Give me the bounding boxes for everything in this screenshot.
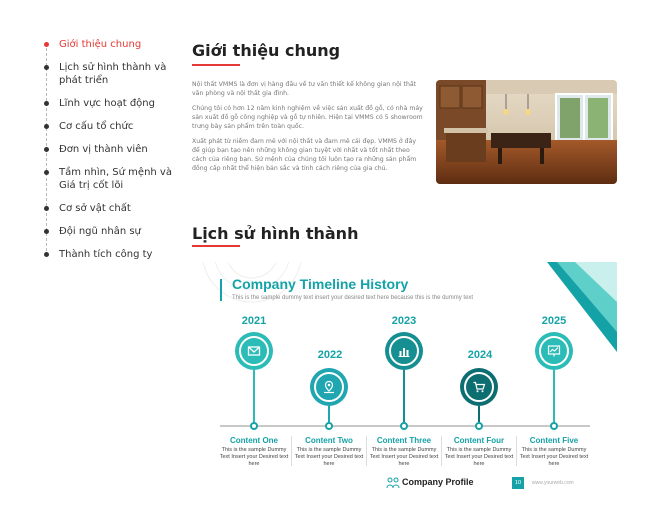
nav-dot xyxy=(44,229,49,234)
sidebar-item-don-vi[interactable] xyxy=(40,143,180,156)
milestone-desc: This is the sample Dummy Text Insert your Desired text here xyxy=(294,447,364,467)
milestone-stem xyxy=(403,370,405,422)
milestone-title: Content Two xyxy=(305,436,353,445)
timeline-node xyxy=(400,422,408,430)
year-label: 2025 xyxy=(541,315,567,327)
title-underline xyxy=(192,245,240,247)
sidebar-item-label: Đơn vị thành viên xyxy=(59,144,148,155)
milestone-desc: This is the sample Dummy Text Insert your Desired text here xyxy=(444,447,514,467)
timeline-node xyxy=(250,422,258,430)
people-icon xyxy=(386,477,400,489)
sidebar-nav xyxy=(40,38,180,261)
nav-dot xyxy=(44,252,49,257)
sidebar-item-lich-su[interactable] xyxy=(40,61,180,87)
nav-dot xyxy=(44,206,49,211)
map-icon xyxy=(322,380,336,394)
year-label: 2023 xyxy=(391,315,417,327)
intro-paragraph: Chúng tôi có hơn 12 năm kinh nghiệm về việc sản xuất đồ gỗ, có nhà máy sản xuất đồ gỗ công nghiệp và gỗ tự nhiên. Hiện tại VMMS có 5 showroom trưng bày sản phẩm trên toàn quốc. xyxy=(192,105,423,130)
milestone-stem xyxy=(253,370,255,422)
page-number: 10 xyxy=(512,477,524,489)
kitchen-image xyxy=(436,80,617,184)
sidebar-item-label: Cơ cấu tổ chức xyxy=(59,121,134,132)
milestone-ring xyxy=(235,332,273,370)
sidebar-item-thanh-tich[interactable] xyxy=(40,248,180,261)
column-divider xyxy=(291,436,292,466)
sidebar-item-co-so[interactable] xyxy=(40,202,180,215)
intro-paragraph: Nội thất VMMS là đơn vị hàng đầu về tư vấn thiết kế không gian nội thất văn phòng và nội thất gia đình. xyxy=(192,81,417,97)
column-divider xyxy=(441,436,442,466)
milestone-desc: This is the sample Dummy Text Insert your Desired text here xyxy=(519,447,589,467)
year-label: 2022 xyxy=(317,349,343,361)
mail-icon xyxy=(247,344,261,358)
milestone-title: Content Three xyxy=(376,436,432,445)
sidebar-item-co-cau[interactable] xyxy=(40,120,180,133)
interior-photo xyxy=(436,80,617,184)
title-underline xyxy=(192,64,240,66)
column-divider xyxy=(516,436,517,466)
nav-dot xyxy=(44,42,49,47)
timeline-node xyxy=(475,422,483,430)
timeline-node xyxy=(550,422,558,430)
sidebar-item-label: Tầm nhìn, Sứ mệnh và Giá trị cốt lõi xyxy=(59,167,172,191)
nav-dot xyxy=(44,65,49,70)
nav-dot xyxy=(44,147,49,152)
cart-icon xyxy=(472,380,486,394)
milestone-ring xyxy=(535,332,573,370)
milestone-stem xyxy=(328,406,330,422)
milestone-desc: This is the sample Dummy Text Insert your Desired text here xyxy=(219,447,289,467)
sidebar-item-tam-nhin[interactable] xyxy=(40,166,180,192)
sidebar-item-linh-vuc[interactable] xyxy=(40,97,180,110)
bar-chart-icon xyxy=(397,344,411,358)
intro-title: Giới thiệu chung xyxy=(192,41,341,60)
intro-text xyxy=(192,80,424,179)
milestone-title: Content Five xyxy=(529,436,579,445)
timeline-node xyxy=(325,422,333,430)
milestone-title: Content One xyxy=(230,436,278,445)
sidebar-item-label: Thành tích công ty xyxy=(59,249,153,260)
milestone-stem xyxy=(478,406,480,422)
nav-dot xyxy=(44,170,49,175)
slide-title: Company Timeline History xyxy=(232,276,409,292)
chart-icon xyxy=(547,344,561,358)
column-divider xyxy=(366,436,367,466)
sidebar-item-label: Đội ngũ nhân sự xyxy=(59,226,141,237)
slide-subtitle: This is the sample dummy text insert your desired text here because this is the dummy text xyxy=(232,295,474,301)
milestone-stem xyxy=(553,370,555,422)
sidebar-item-label: Lĩnh vực hoạt động xyxy=(59,98,155,109)
nav-dot xyxy=(44,101,49,106)
timeline-slide xyxy=(192,262,617,494)
footer-brand: Company Profile xyxy=(402,477,474,487)
milestone-ring xyxy=(385,332,423,370)
intro-paragraph: Xuất phát từ niềm đam mê với nội thất và đam mê cái đẹp. VMMS ở đây để giúp bạn tạo nên những không gian tuyệt vời nhất và tốt nhất theo cách của riêng bạn. Sứ mệnh của chúng tôi luôn tạo ra những sản phẩm đồng cấp nhất thể hiện bản sắc và tinh cách riêng của gia chủ. xyxy=(192,138,417,172)
year-label: 2021 xyxy=(241,315,267,327)
nav-dot xyxy=(44,124,49,129)
milestone-desc: This is the sample Dummy Text Insert your Desired text here xyxy=(369,447,439,467)
milestone-ring xyxy=(460,368,498,406)
sidebar-item-label: Giới thiệu chung xyxy=(59,39,142,50)
sidebar-item-label: Cơ sở vật chất xyxy=(59,203,131,214)
sidebar-item-gioi-thieu[interactable] xyxy=(40,38,180,51)
sidebar-item-doi-ngu[interactable] xyxy=(40,225,180,238)
milestone-title: Content Four xyxy=(453,436,505,445)
title-accent-bar xyxy=(220,279,222,301)
footer-url: www.yourweb.com xyxy=(532,480,574,486)
milestone-ring xyxy=(310,368,348,406)
year-label: 2024 xyxy=(467,349,493,361)
history-title: Lịch sử hình thành xyxy=(192,224,359,243)
sidebar-item-label: Lịch sử hình thành và phát triển xyxy=(59,62,167,86)
